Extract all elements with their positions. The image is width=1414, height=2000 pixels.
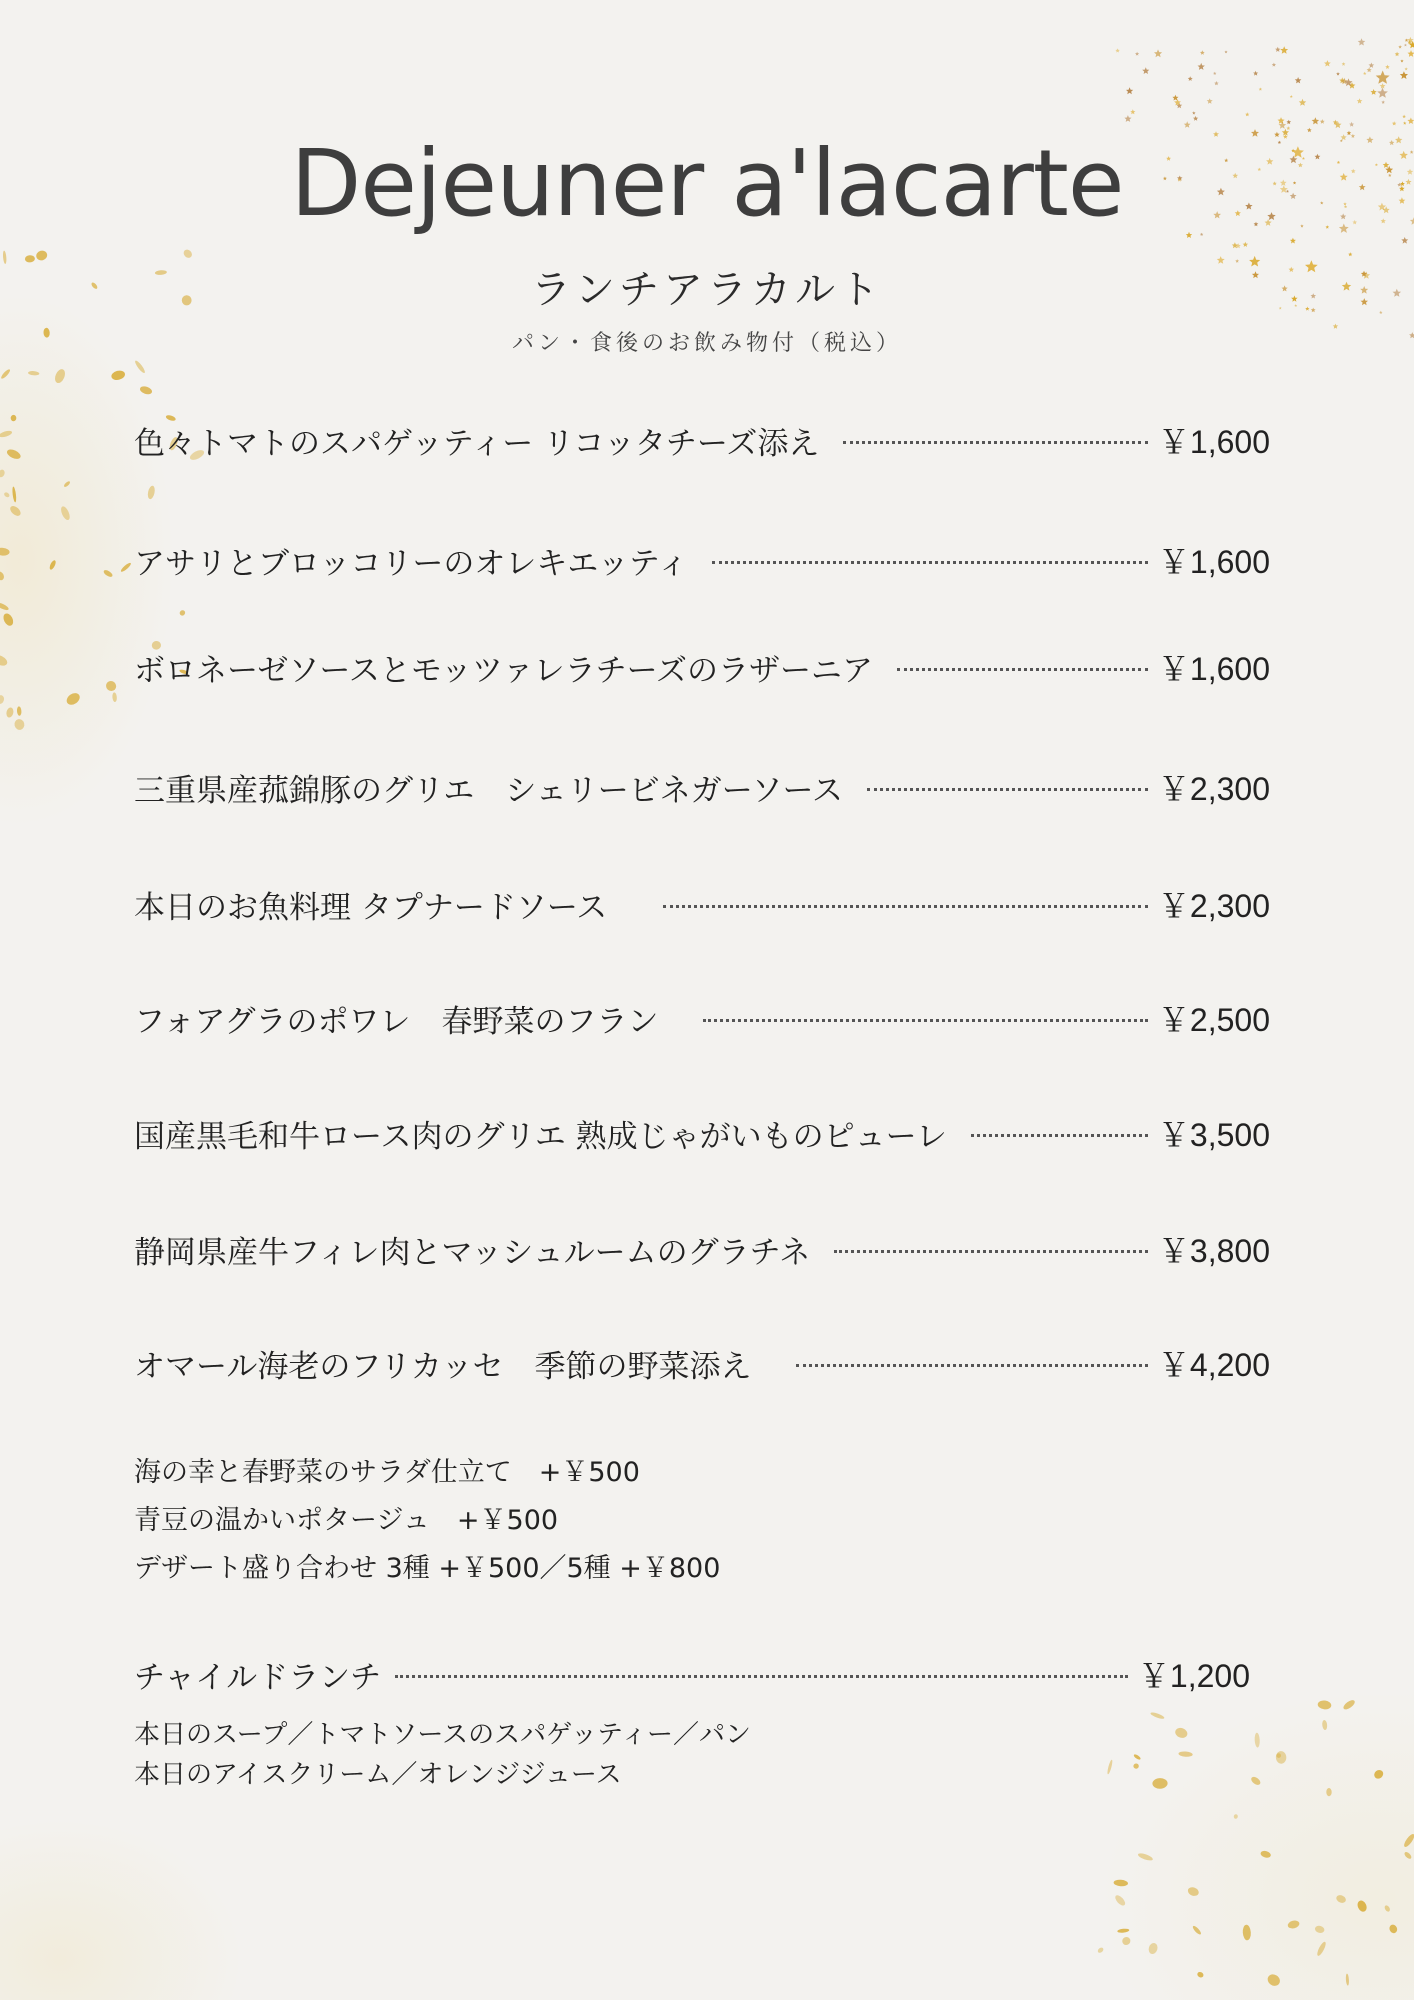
gold-flake-icon [5,707,14,718]
gold-flake-icon [6,448,23,461]
gold-star-icon [1290,238,1296,244]
gold-flake-icon [1287,1919,1300,1929]
gold-star-icon [1243,242,1249,247]
gold-flake-icon [104,679,118,693]
menu-item-name: 本日のお魚料理 タプナードソース [134,889,608,926]
gold-star-icon [1295,77,1302,83]
gold-star-icon [1392,121,1397,125]
gold-flake-icon [0,694,5,705]
gold-flake-icon [13,718,25,731]
gold-star-icon [1404,44,1407,47]
dot-leader [867,788,1148,791]
menu-item [134,1111,1270,1155]
gold-flake-icon [1314,1925,1325,1934]
gold-flake-icon [1178,1751,1193,1757]
gold-flake-icon [1388,1923,1398,1934]
gold-flake-icon [1250,1775,1262,1786]
dot-leader [897,668,1148,671]
gold-flake-icon [112,692,117,702]
dot-leader [395,1675,1128,1678]
gold-star-icon [1357,98,1363,103]
gold-flake-icon [1147,1942,1158,1955]
gold-star-icon [1278,117,1285,124]
menu-item-price: ￥3,500 [1157,1117,1270,1153]
gold-flake-icon [0,653,9,668]
gold-star-icon [1369,63,1375,68]
gold-star-icon [1376,71,1390,84]
gold-flake-icon [110,369,126,381]
gold-flake-icon [1372,1768,1384,1780]
gold-star-icon [1198,63,1205,70]
gold-flake-icon [0,547,10,556]
menu-item [134,418,1270,462]
gold-flake-icon [8,504,22,518]
gold-flake-icon [1260,1850,1272,1859]
gold-star-icon [1395,52,1400,56]
gold-flake-icon [0,430,13,439]
gold-flake-icon [48,559,56,570]
menu-item [134,882,1270,926]
gold-flake-icon [0,368,11,380]
gold-star-icon [1142,67,1149,74]
menu-item-name: ボロネーゼソースとモッツァレラチーズのラザーニア [134,652,874,689]
gold-flake-icon [1133,1753,1141,1760]
menu-item [134,996,1270,1040]
gold-flake-icon [134,359,147,374]
gold-star-icon [1192,111,1196,114]
gold-star-icon [1358,38,1366,45]
gold-star-icon [1272,63,1276,67]
menu-item-name: 国産黒毛和牛ロース肉のグリエ 熟成じゃがいものピューレ [134,1118,948,1155]
gold-flake-icon [0,601,10,611]
gold-star-icon [1200,50,1205,55]
gold-flake-icon [1174,1726,1189,1739]
gold-flake-icon [12,486,17,502]
gold-flake-icon [59,505,71,521]
gold-star-icon [1280,46,1288,54]
gold-star-icon [1381,100,1385,103]
gold-flake-icon [1137,1852,1153,1862]
gold-flake-icon [139,385,153,396]
gold-star-icon [1407,118,1414,125]
gold-star-icon [1324,60,1331,66]
gold-star-icon [1401,237,1408,244]
dot-leader [703,1019,1148,1022]
gold-flake-icon [147,485,156,500]
gold-flake-icon [1402,1833,1414,1849]
menu-item-name: フォアグラのポワレ 春野菜のフラン [134,1003,659,1040]
gold-star-icon [1225,50,1228,53]
gold-flake-icon [63,480,71,487]
gold-flake-icon [3,491,10,498]
dot-leader [796,1364,1148,1367]
gold-flake-icon [1152,1778,1168,1789]
gold-star-icon [1398,45,1402,48]
gold-flake-icon [1345,1974,1349,1986]
gold-flake-icon [179,609,187,617]
gold-flake-icon [1133,1763,1139,1768]
gold-flake-icon [1276,1751,1287,1764]
gold-flake-icon [1187,1886,1200,1898]
menu-item-name: アサリとブロッコリーのオレキエッティ [134,545,689,582]
menu-item-name: オマール海老のフリカッセ 季節の野菜添え [134,1348,752,1385]
gold-flake-icon [120,562,132,573]
gold-flake-icon [1150,1711,1165,1720]
menu-title: Dejeuner a'lacarte [290,130,1124,237]
menu-item-price: ￥2,300 [1157,771,1270,807]
gold-star-icon [1124,115,1131,122]
menu-item [134,1227,1270,1271]
gold-flake-icon [64,691,81,708]
gold-star-icon [1371,89,1377,95]
gold-flake-icon [1335,1894,1347,1905]
menu-item [134,538,1270,582]
gold-star-icon [1299,99,1306,106]
dot-leader [712,561,1148,564]
child-lunch-description: 本日のアイスクリーム／オレンジジュース [134,1760,622,1790]
gold-star-icon [1367,67,1372,72]
gold-flake-icon [1326,1788,1332,1796]
gold-flake-icon [11,415,17,422]
dot-leader [843,441,1148,444]
gold-flake-icon [1192,1925,1203,1936]
gold-star-icon [1400,71,1408,79]
gold-flake-icon [1121,1935,1132,1946]
gold-flake-icon [1265,1972,1282,1988]
child-lunch-name: チャイルドランチ [134,1659,382,1696]
gold-flake-icon [1342,1698,1356,1711]
gold-flake-icon [0,469,6,478]
gold-star-icon [1385,65,1390,69]
gold-star-icon [1130,109,1135,114]
child-lunch-item [134,1652,1250,1696]
gold-star-icon [1115,48,1119,52]
dot-leader [971,1134,1148,1137]
gold-flake-icon [1403,1851,1412,1860]
gold-star-icon [1275,47,1280,52]
menu-item-price: ￥1,600 [1157,651,1270,687]
gold-leaf-decoration [1100,1700,1414,2000]
menu-item-name: 三重県産菰錦豚のグリエ シェリービネガーソース [134,772,843,809]
menu-item-price: ￥4,200 [1157,1347,1270,1383]
menu-item-name: 色々トマトのスパゲッティー リコッタチーズ添え [134,425,820,462]
menu-item-price: ￥1,600 [1157,424,1270,460]
gold-flake-icon [1114,1894,1127,1908]
gold-star-icon [1405,67,1408,70]
gold-star-icon [1245,112,1249,116]
gold-star-icon [1135,52,1139,56]
gold-star-icon [1253,71,1258,76]
gold-star-icon [1408,50,1414,57]
gold-star-icon [1154,49,1162,57]
gold-star-icon [1287,120,1292,124]
menu-item-price: ￥1,600 [1157,544,1270,580]
gold-flake-icon [1317,1700,1332,1710]
menu-item-price: ￥3,800 [1157,1233,1270,1269]
gold-flake-icon [1107,1759,1114,1774]
gold-flake-icon [1242,1924,1251,1940]
gold-star-icon [1184,121,1191,128]
gold-star-icon [1188,76,1193,81]
gold-star-icon [1349,122,1354,127]
gold-flake-icon [1117,1928,1129,1933]
gold-star-icon [1320,119,1325,124]
gold-star-icon [1259,88,1262,91]
gold-star-icon [1214,81,1219,85]
gold-star-icon [1213,72,1216,75]
menu-item-price: ￥2,300 [1157,888,1270,924]
gold-star-icon [1402,115,1406,119]
gold-flake-icon [1384,1904,1391,1912]
gold-star-icon [1126,87,1133,94]
menu-item [134,645,1270,689]
gold-flake-icon [2,612,16,627]
child-lunch-price: ￥1,200 [1137,1658,1250,1694]
gold-star-icon [1403,121,1406,124]
menu-item-name: 静岡県産牛フィレ肉とマッシュルームのグラチネ [134,1234,811,1271]
menu-subtitle: ランチアラカルト [531,267,883,313]
gold-flake-icon [1356,1899,1369,1913]
gold-star-icon [1290,95,1293,98]
gold-flake-icon [1113,1879,1128,1886]
gold-star-icon [1363,72,1366,75]
gold-flake-icon [1322,1720,1328,1730]
gold-flake-icon [103,569,114,578]
gold-flake-icon [0,570,6,582]
gold-flake-icon [1254,1733,1260,1748]
menu-item-price: ￥2,500 [1157,1002,1270,1038]
gold-flake-icon [28,371,40,376]
extra-option: デザート盛り合わせ 3種 +￥500／5種 +￥800 [134,1553,721,1584]
dot-leader [834,1250,1147,1253]
gold-star-icon [1207,98,1213,104]
gold-flake-icon [1316,1941,1328,1957]
gold-star-icon [1342,62,1346,66]
menu-note: パン・食後のお飲み物付（税込） [511,331,902,356]
gold-flake-icon [53,368,67,385]
extra-option: 青豆の温かいポタージュ +￥500 [134,1505,559,1536]
gold-star-icon [1193,116,1198,121]
gold-flake-icon [1234,1814,1239,1819]
menu-item [134,1341,1270,1385]
gold-flake-icon [17,706,22,716]
gold-star-icon [1312,117,1320,124]
gold-star-icon [1377,88,1388,98]
dot-leader [663,905,1148,908]
gold-flake-icon [1196,1971,1204,1979]
gold-star-icon [1348,252,1352,256]
gold-star-icon [1336,72,1340,76]
gold-star-icon [1380,83,1386,89]
extra-option: 海の幸と春野菜のサラダ仕立て +￥500 [134,1457,640,1488]
child-lunch-description: 本日のスープ／トマトソースのスパゲッティー／パン [134,1720,751,1750]
gold-star-icon [1400,59,1403,62]
menu-item [134,765,1270,809]
